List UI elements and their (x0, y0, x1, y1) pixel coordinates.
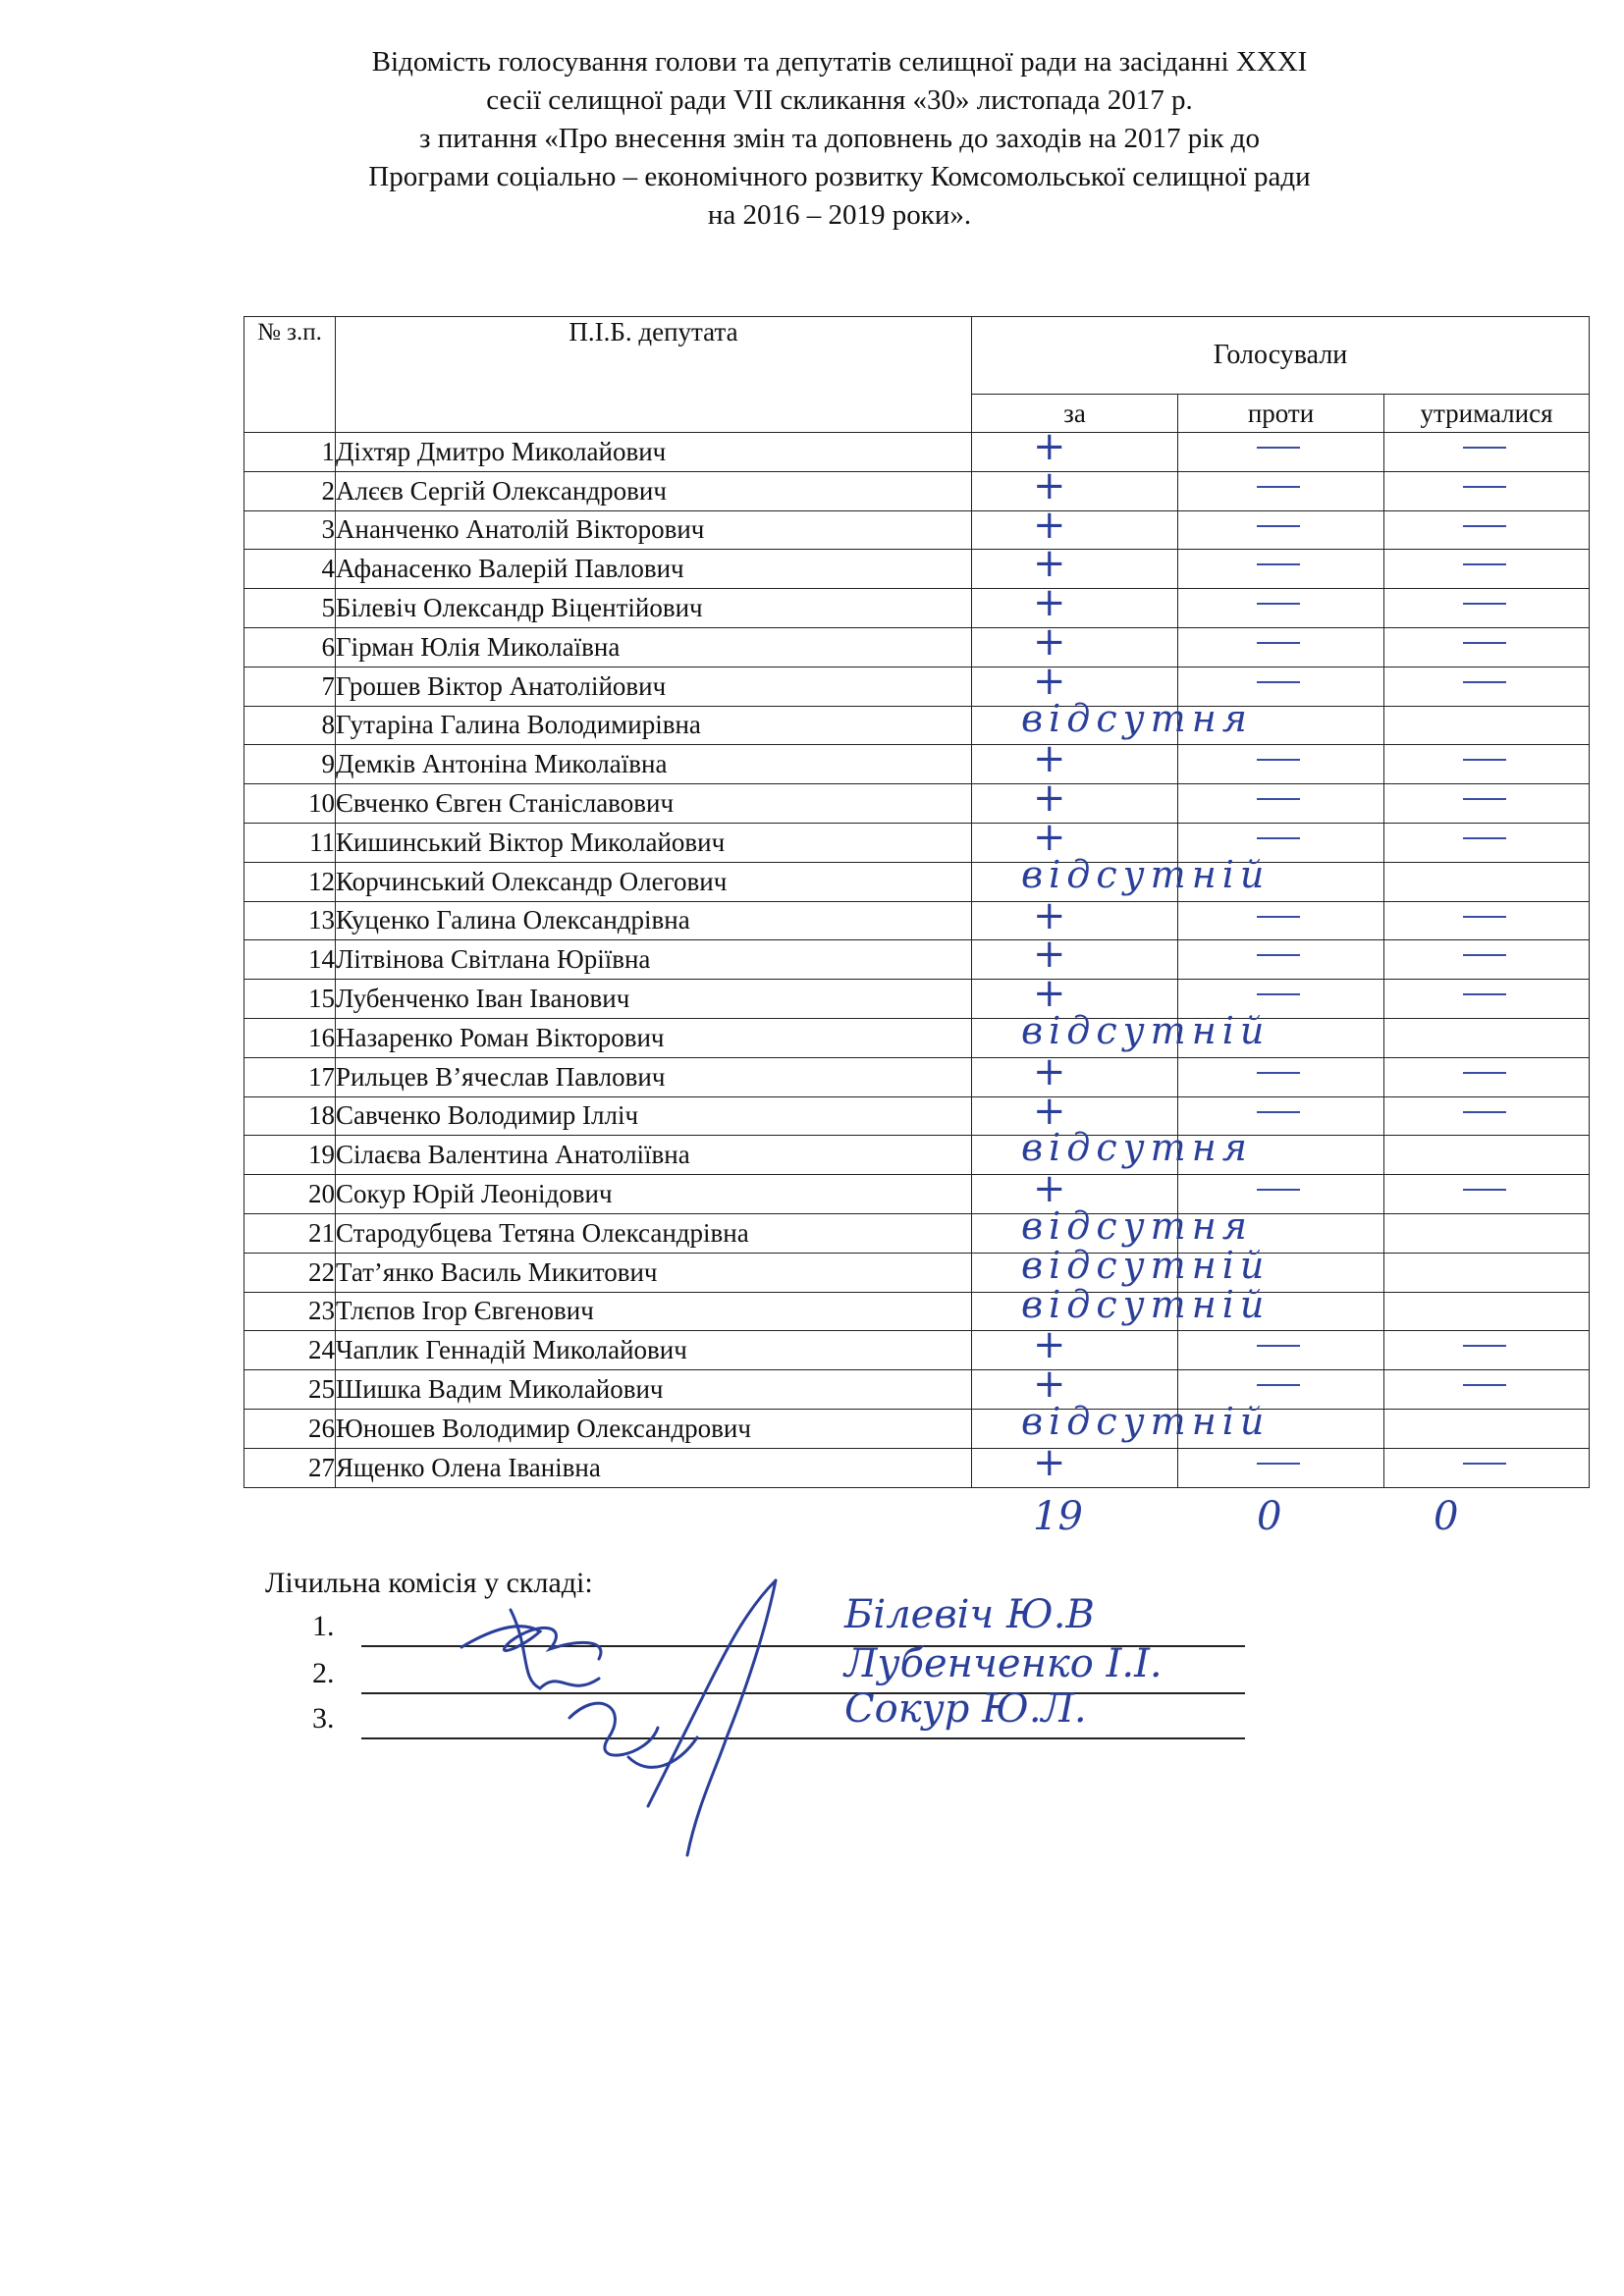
deputy-name: Рильцев В’ячеслав Павлович (336, 1057, 972, 1096)
row-number: 27 (244, 1448, 336, 1487)
vote-za-cell (972, 462, 1178, 510)
deputy-name: Тат’янко Василь Микитович (336, 1253, 972, 1292)
vote-dash-mark (1257, 642, 1300, 644)
title-line-5: на 2016 – 2019 роки». (707, 199, 972, 231)
header-proty: проти (1178, 395, 1384, 433)
vote-dash-mark (1463, 759, 1506, 761)
row-number: 9 (244, 745, 336, 784)
vote-dash-mark (1257, 916, 1300, 918)
vote-utrymalysia-cell (1384, 510, 1590, 550)
deputy-name: Алєєв Сергій Олександрович (336, 471, 972, 510)
vote-dash-mark (1463, 1463, 1506, 1465)
vote-plus-mark: + (1033, 1362, 1066, 1408)
vote-utrymalysia-cell (1384, 1331, 1590, 1370)
table-row (244, 1370, 1590, 1410)
vote-za-cell (972, 541, 1178, 589)
vote-proty-cell (1178, 1057, 1384, 1096)
table-row (244, 1057, 1590, 1096)
vote-plus-mark: + (1033, 1439, 1066, 1485)
table-row (244, 1213, 1590, 1253)
vote-dash-mark (1257, 1463, 1300, 1465)
vote-plus-mark: + (1033, 658, 1066, 704)
vote-dash-mark (1257, 1072, 1300, 1074)
vote-dash-mark (1463, 486, 1506, 488)
vote-dash-mark (1257, 1111, 1300, 1113)
deputy-name: Ананченко Анатолій Вікторович (336, 510, 972, 550)
header-utrymalysia: утрималися (1384, 395, 1590, 433)
row-number: 15 (244, 980, 336, 1019)
deputy-name: Кишинський Віктор Миколайович (336, 823, 972, 862)
absent-mark: відсутній (1021, 1282, 1271, 1326)
vote-utrymalysia-cell (1384, 1370, 1590, 1410)
table-row (244, 1409, 1590, 1448)
vote-plus-mark: + (1033, 1048, 1066, 1095)
row-number: 8 (244, 706, 336, 745)
table-row (244, 980, 1590, 1019)
vote-utrymalysia-cell (1384, 1448, 1590, 1487)
deputy-name: Сілаєва Валентина Анатоліївна (336, 1136, 972, 1175)
deputy-name: Афанасенко Валерій Павлович (336, 550, 972, 589)
vote-dash-mark (1257, 563, 1300, 565)
title-line-1: Відомість голосування голови та депутатів селищної ради на засіданні XXXI (371, 46, 1308, 78)
vote-proty-cell (1178, 1331, 1384, 1370)
table-row (244, 1175, 1590, 1214)
row-number: 4 (244, 550, 336, 589)
row-number: 14 (244, 940, 336, 980)
vote-za-cell (972, 1322, 1178, 1370)
vote-dash-mark (1463, 681, 1506, 683)
vote-za-cell (972, 932, 1178, 980)
table-row (244, 862, 1590, 901)
vote-proty-cell (1178, 784, 1384, 824)
table-row (244, 901, 1590, 940)
vote-utrymalysia-cell (1384, 1096, 1590, 1136)
vote-utrymalysia-cell (1384, 901, 1590, 940)
vote-utrymalysia-cell (1384, 706, 1590, 745)
vote-dash-mark (1257, 759, 1300, 761)
vote-proty-cell (1178, 940, 1384, 980)
commission-item-number: 3. (312, 1702, 335, 1735)
vote-za-cell (972, 1439, 1178, 1487)
vote-za-cell (972, 1008, 1271, 1057)
vote-dash-mark (1257, 1189, 1300, 1191)
vote-proty-cell (1178, 1292, 1384, 1331)
vote-proty-cell (1178, 1136, 1384, 1175)
vote-proty-cell (1178, 1448, 1384, 1487)
table-row (244, 1292, 1590, 1331)
header-number: № з.п. (244, 317, 336, 433)
row-number: 19 (244, 1136, 336, 1175)
vote-za-cell (972, 852, 1271, 901)
vote-utrymalysia-cell (1384, 471, 1590, 510)
absent-mark: відсутня (1021, 1126, 1253, 1170)
row-number: 24 (244, 1331, 336, 1370)
vote-dash-mark (1463, 563, 1506, 565)
row-number: 21 (244, 1213, 336, 1253)
deputy-name: Юношев Володимир Олександрович (336, 1409, 972, 1448)
total-za: 19 (1033, 1494, 1083, 1539)
vote-proty-cell (1178, 433, 1384, 472)
vote-dash-mark (1463, 954, 1506, 956)
vote-za-cell (972, 424, 1178, 472)
row-number: 10 (244, 784, 336, 824)
header-za: за (972, 395, 1178, 433)
vote-utrymalysia-cell (1384, 1175, 1590, 1214)
vote-za-cell (972, 1048, 1178, 1096)
vote-utrymalysia-cell (1384, 550, 1590, 589)
vote-plus-mark: + (1033, 892, 1066, 938)
vote-dash-mark (1463, 798, 1506, 800)
table-row (244, 1448, 1590, 1487)
commission-label: Лічильна комісія у складі: (265, 1567, 593, 1599)
vote-utrymalysia-cell (1384, 823, 1590, 862)
vote-dash-mark (1257, 603, 1300, 605)
vote-za-cell (972, 618, 1178, 667)
vote-plus-mark: + (1033, 932, 1066, 978)
vote-plus-mark: + (1033, 814, 1066, 860)
vote-rows (244, 424, 1590, 1488)
row-number: 3 (244, 510, 336, 550)
table-row (244, 745, 1590, 784)
vote-dash-mark (1463, 993, 1506, 995)
table-row (244, 550, 1590, 589)
row-number: 26 (244, 1409, 336, 1448)
vote-utrymalysia-cell (1384, 1057, 1590, 1096)
header-name: П.І.Б. депутата (336, 317, 972, 433)
vote-dash-mark (1463, 1072, 1506, 1074)
commission-item-number: 1. (312, 1610, 335, 1642)
vote-dash-mark (1463, 525, 1506, 527)
vote-proty-cell (1178, 550, 1384, 589)
vote-plus-mark: + (1033, 502, 1066, 548)
vote-za-cell (972, 736, 1178, 784)
commission-item-number: 2. (312, 1657, 335, 1689)
vote-utrymalysia-cell (1384, 667, 1590, 706)
deputy-name: Сокур Юрій Леонідович (336, 1175, 972, 1214)
absent-mark: відсутній (1021, 852, 1271, 896)
vote-utrymalysia-cell (1384, 940, 1590, 980)
deputy-name: Гірман Юлія Миколаївна (336, 627, 972, 667)
commission-member-name: Білевіч Ю.В (844, 1592, 1095, 1637)
deputy-name: Куценко Галина Олександрівна (336, 901, 972, 940)
row-number: 18 (244, 1096, 336, 1136)
table-row (244, 784, 1590, 824)
vote-dash-mark (1257, 837, 1300, 839)
absent-mark: відсутній (1021, 1243, 1271, 1287)
vote-proty-cell (1178, 862, 1384, 901)
deputy-name: Євченко Євген Станіславович (336, 784, 972, 824)
vote-plus-mark: + (1033, 971, 1066, 1017)
vote-utrymalysia-cell (1384, 784, 1590, 824)
absent-mark: відсутня (1021, 696, 1253, 740)
vote-proty-cell (1178, 589, 1384, 628)
vote-plus-mark: + (1033, 580, 1066, 626)
vote-za-cell (972, 775, 1178, 824)
vote-za-cell (972, 580, 1178, 628)
vote-proty-cell (1178, 510, 1384, 550)
total-proty: 0 (1257, 1494, 1282, 1539)
vote-dash-mark (1257, 798, 1300, 800)
row-number: 1 (244, 433, 336, 472)
table-row (244, 667, 1590, 706)
table-row (244, 823, 1590, 862)
deputy-name: Літвінова Світлана Юріївна (336, 940, 972, 980)
vote-utrymalysia-cell (1384, 1136, 1590, 1175)
vote-dash-mark (1257, 681, 1300, 683)
vote-proty-cell (1178, 1018, 1384, 1057)
vote-utrymalysia-cell (1384, 745, 1590, 784)
vote-dash-mark (1463, 1189, 1506, 1191)
vote-dash-mark (1463, 1345, 1506, 1347)
deputy-name: Демків Антоніна Миколаївна (336, 745, 972, 784)
vote-dash-mark (1463, 447, 1506, 449)
absent-mark: відсутній (1021, 1399, 1271, 1443)
absent-mark: відсутня (1021, 1203, 1253, 1248)
row-number: 13 (244, 901, 336, 940)
vote-za-cell (972, 696, 1253, 745)
vote-proty-cell (1178, 627, 1384, 667)
vote-dash-mark (1257, 1384, 1300, 1386)
commission-member-name: Лубенченко І.І. (844, 1641, 1163, 1686)
deputy-name: Шишка Вадим Миколайович (336, 1370, 972, 1410)
total-utrymalysia: 0 (1434, 1494, 1459, 1539)
deputy-name: Ященко Олена Іванівна (336, 1448, 972, 1487)
vote-utrymalysia-cell (1384, 862, 1590, 901)
table-row (244, 1331, 1590, 1370)
vote-utrymalysia-cell (1384, 1253, 1590, 1292)
vote-za-cell (972, 892, 1178, 940)
vote-plus-mark: + (1033, 1088, 1066, 1134)
vote-dash-mark (1257, 993, 1300, 995)
vote-dash-mark (1257, 486, 1300, 488)
deputy-name: Лубенченко Іван Іванович (336, 980, 972, 1019)
vote-dash-mark (1463, 916, 1506, 918)
vote-proty-cell (1178, 471, 1384, 510)
deputy-name: Чаплик Геннадій Миколайович (336, 1331, 972, 1370)
deputy-name: Гутаріна Галина Володимирівна (336, 706, 972, 745)
table-row (244, 433, 1590, 472)
vote-dash-mark (1463, 1111, 1506, 1113)
row-number: 5 (244, 589, 336, 628)
vote-plus-mark: + (1033, 1322, 1066, 1368)
vote-utrymalysia-cell (1384, 1213, 1590, 1253)
vote-proty-cell (1178, 901, 1384, 940)
table-row (244, 940, 1590, 980)
row-number: 16 (244, 1018, 336, 1057)
deputy-name: Назаренко Роман Вікторович (336, 1018, 972, 1057)
vote-utrymalysia-cell (1384, 589, 1590, 628)
commission-member-name: Сокур Ю.Л. (844, 1686, 1087, 1732)
vote-proty-cell (1178, 706, 1384, 745)
table-row (244, 627, 1590, 667)
row-number: 25 (244, 1370, 336, 1410)
vote-dash-mark (1257, 447, 1300, 449)
table-row (244, 589, 1590, 628)
table-row (244, 1253, 1590, 1292)
row-number: 7 (244, 667, 336, 706)
deputy-name: Тлєпов Ігор Євгенович (336, 1292, 972, 1331)
table-row (244, 471, 1590, 510)
table-row (244, 1018, 1590, 1057)
vote-za-cell (972, 1399, 1271, 1448)
table-row (244, 1136, 1590, 1175)
vote-plus-mark: + (1033, 462, 1066, 508)
row-number: 6 (244, 627, 336, 667)
row-number: 2 (244, 471, 336, 510)
handwritten-signatures (452, 1571, 825, 1865)
vote-dash-mark (1257, 954, 1300, 956)
table-row (244, 510, 1590, 550)
vote-plus-mark: + (1033, 618, 1066, 665)
title-line-3: з питання «Про внесення змін та доповнень до заходів на 2017 рік до (419, 123, 1260, 154)
row-number: 23 (244, 1292, 336, 1331)
vote-utrymalysia-cell (1384, 627, 1590, 667)
vote-dash-mark (1463, 642, 1506, 644)
vote-za-cell (972, 502, 1178, 550)
table-row (244, 706, 1590, 745)
vote-za-cell (972, 1282, 1271, 1331)
voting-table (244, 316, 1590, 1488)
vote-dash-mark (1463, 603, 1506, 605)
vote-utrymalysia-cell (1384, 1292, 1590, 1331)
deputy-name: Корчинський Олександр Олегович (336, 862, 972, 901)
vote-dash-mark (1463, 1384, 1506, 1386)
vote-dash-mark (1257, 1345, 1300, 1347)
vote-plus-mark: + (1033, 736, 1066, 782)
vote-plus-mark: + (1033, 775, 1066, 822)
title-line-4: Програми соціально – економічного розвитку Комсомольської селищної ради (368, 161, 1311, 192)
title-line-2: сесії селищної ради VII скликання «30» листопада 2017 р. (486, 84, 1193, 116)
absent-mark: відсутній (1021, 1008, 1271, 1052)
deputy-name: Білевіч Олександр Віцентійович (336, 589, 972, 628)
vote-utrymalysia-cell (1384, 433, 1590, 472)
vote-dash-mark (1463, 837, 1506, 839)
vote-dash-mark (1257, 525, 1300, 527)
vote-plus-mark: + (1033, 424, 1066, 469)
vote-za-cell (972, 1126, 1253, 1175)
vote-utrymalysia-cell (1384, 1018, 1590, 1057)
deputy-name: Грошев Віктор Анатолійович (336, 667, 972, 706)
deputy-name: Савченко Володимир Ілліч (336, 1096, 972, 1136)
row-number: 11 (244, 823, 336, 862)
row-number: 12 (244, 862, 336, 901)
vote-utrymalysia-cell (1384, 1409, 1590, 1448)
row-number: 22 (244, 1253, 336, 1292)
row-number: 17 (244, 1057, 336, 1096)
header-voted: Голосували (972, 317, 1590, 395)
vote-proty-cell (1178, 1409, 1384, 1448)
deputy-name: Стародубцева Тетяна Олександрівна (336, 1213, 972, 1253)
row-number: 20 (244, 1175, 336, 1214)
vote-plus-mark: + (1033, 1166, 1066, 1212)
vote-plus-mark: + (1033, 541, 1066, 587)
vote-utrymalysia-cell (1384, 980, 1590, 1019)
deputy-name: Діхтяр Дмитро Миколайович (336, 433, 972, 472)
document-title (236, 43, 1443, 235)
vote-proty-cell (1178, 745, 1384, 784)
table-row (244, 1096, 1590, 1136)
